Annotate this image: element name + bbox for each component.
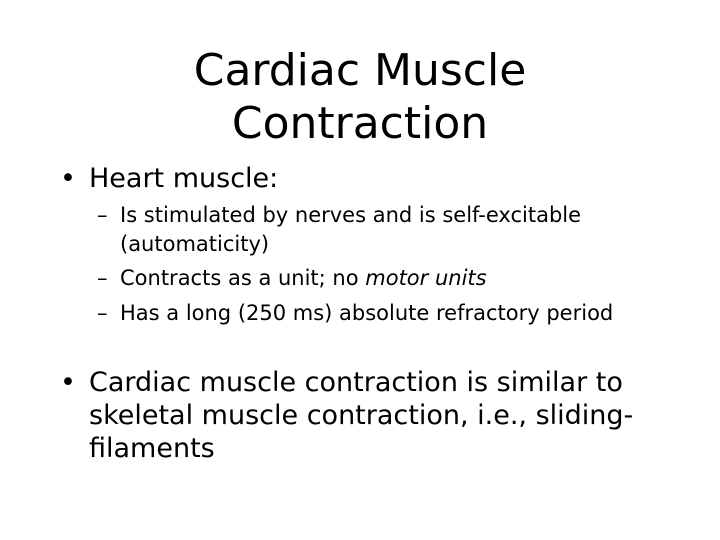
bullet-marker: • [60, 163, 76, 194]
subitem-refractory-period [97, 299, 667, 328]
subitem-marker: – [97, 301, 108, 325]
subitem-text-plain: Contracts as a unit; no [120, 266, 366, 290]
bullet-text: Heart muscle: [89, 163, 279, 194]
bullet-item-cardiac-contraction [60, 366, 670, 465]
bullet-text: Cardiac muscle contraction is similar to skeletal muscle contraction, i.e., sliding-filaments [89, 367, 634, 464]
subitem-marker: – [97, 203, 108, 227]
bullet-item-heart-muscle [60, 162, 670, 195]
slide-title-line-2: Contraction [231, 98, 489, 149]
slide-title-line-1: Cardiac Muscle [193, 45, 527, 96]
subitem-text: Has a long (250 ms) absolute refractory period [120, 301, 614, 325]
subitem-contracts-as-unit [97, 264, 667, 293]
bullet-marker: • [60, 367, 76, 398]
slide-title [60, 44, 660, 150]
subitem-text-italic: motor units [365, 266, 487, 290]
subitem-text: Is stimulated by nerves and is self-excitable (automaticity) [120, 203, 582, 256]
subitem-stimulated-by-nerves [97, 201, 667, 259]
subitem-text [120, 264, 667, 293]
subitem-marker: – [97, 266, 108, 290]
